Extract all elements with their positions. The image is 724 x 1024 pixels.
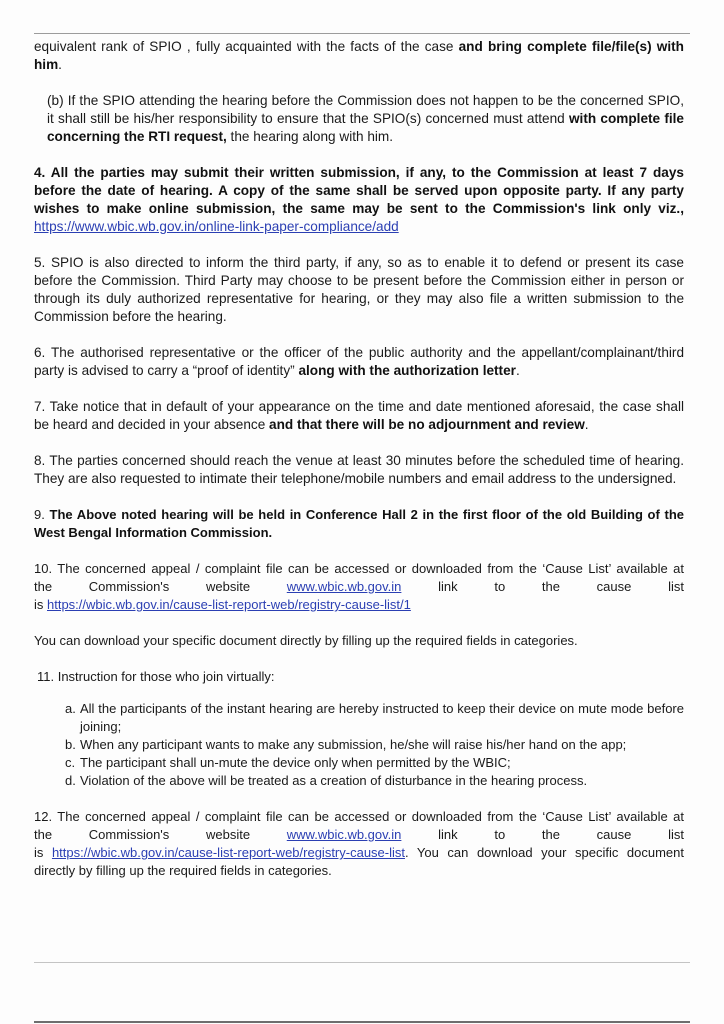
- paragraph-9-venue: 9. The Above noted hearing will be held in Conference Hall 2 in the first floor of the old Building of the West Bengal Information Commission.: [34, 507, 684, 540]
- paragraph-5-third-party: 5. SPIO is also directed to inform the third party, if any, so as to enable it to defend or present its case before the Commission. Third Party may choose to be present before the Commission either in person or through its duly authorized representative for hearing, or they may also file a written submission to the Commission before the hearing.: [34, 255, 684, 324]
- paragraph-8-reach-venue: 8. The parties concerned should reach the venue at least 30 minutes before the scheduled time of hearing. They are also requested to intimate their telephone/mobile numbers and email address to the undersigned.: [34, 453, 684, 486]
- virtual-instructions-list: [37, 700, 684, 790]
- paragraph-4-written-submission: 4. All the parties may submit their written submission, if any, to the Commission at least 7 days before the date of hearing. A copy of the same shall be served upon opposite party. If any party wishes to make online submission, the same may be sent to the Commission's link only viz., https://www.wbic.wb.gov.in/online-link-paper-compliance/add: [34, 165, 684, 234]
- paragraph-file-instruction: equivalent rank of SPIO , fully acquainted with the facts of the case and bring complete file/file(s) with him.: [34, 39, 684, 72]
- list-item: c. The participant shall un-mute the device only when permitted by the WBIC;: [65, 755, 511, 770]
- paragraph-11-virtual-instructions: [34, 668, 684, 790]
- paragraph-b-spio-responsibility: (b) If the SPIO attending the hearing before the Commission does not happen to be the concerned SPIO, it shall still be his/her responsibility to ensure that the SPIO(s) concerned must attend with complete file concerning the RTI request, the hearing along with him.: [47, 93, 684, 144]
- list-item: d. Violation of the above will be treated as a creation of disturbance in the hearing process.: [65, 773, 588, 788]
- website-link[interactable]: www.wbic.wb.gov.in: [286, 579, 402, 594]
- document-page: [34, 38, 684, 880]
- footer-divider: [34, 962, 690, 963]
- top-divider: [34, 33, 690, 34]
- paragraph-download-instructions: You can download your specific document directly by filling up the required fields in categories.: [34, 633, 578, 648]
- paragraph-7-default-notice: 7. Take notice that in default of your appearance on the time and date mentioned aforesaid, the case shall be heard and decided in your absence and that there will be no adjournment and review.: [34, 399, 684, 432]
- website-link[interactable]: www.wbic.wb.gov.in: [286, 827, 402, 842]
- paragraph-10-cause-list: 10. The concerned appeal / complaint file can be accessed or downloaded from the ‘Cause List’ available at the Commission's website www.wbic.wb.gov.in link to the cause list is https://wbic.wb.gov.in/cause-list-report-web/registry-cause-list/1: [34, 561, 684, 612]
- paragraph-12-cause-list: 12. The concerned appeal / complaint file can be accessed or downloaded from the ‘Cause List’ available at the Commission's website www.wbic.wb.gov.in link to the cause list is https://wbic.wb.gov.in/cause-list-report-web/registry-cause-list. You can download your specific document directly by filling up the required fields in categories.: [34, 809, 684, 878]
- list-item: a. All the participants of the instant hearing are hereby instructed to keep their device on mute mode before joining;: [65, 701, 684, 734]
- paragraph-6-proof-of-identity: 6. The authorised representative or the officer of the public authority and the appellant/complainant/third party is advised to carry a “proof of identity” along with the authorization letter.: [34, 345, 684, 378]
- page-bottom-divider: [34, 1021, 690, 1023]
- online-submission-link[interactable]: https://www.wbic.wb.gov.in/online-link-paper-compliance/add: [34, 219, 399, 234]
- virtual-instructions-heading: 11. Instruction for those who join virtually:: [37, 669, 275, 684]
- cause-list-link[interactable]: https://wbic.wb.gov.in/cause-list-report-web/registry-cause-list/1: [47, 597, 411, 612]
- cause-list-link[interactable]: https://wbic.wb.gov.in/cause-list-report-web/registry-cause-list: [51, 845, 405, 860]
- list-item: b. When any participant wants to make any submission, he/she will raise his/her hand on the app;: [65, 737, 627, 752]
